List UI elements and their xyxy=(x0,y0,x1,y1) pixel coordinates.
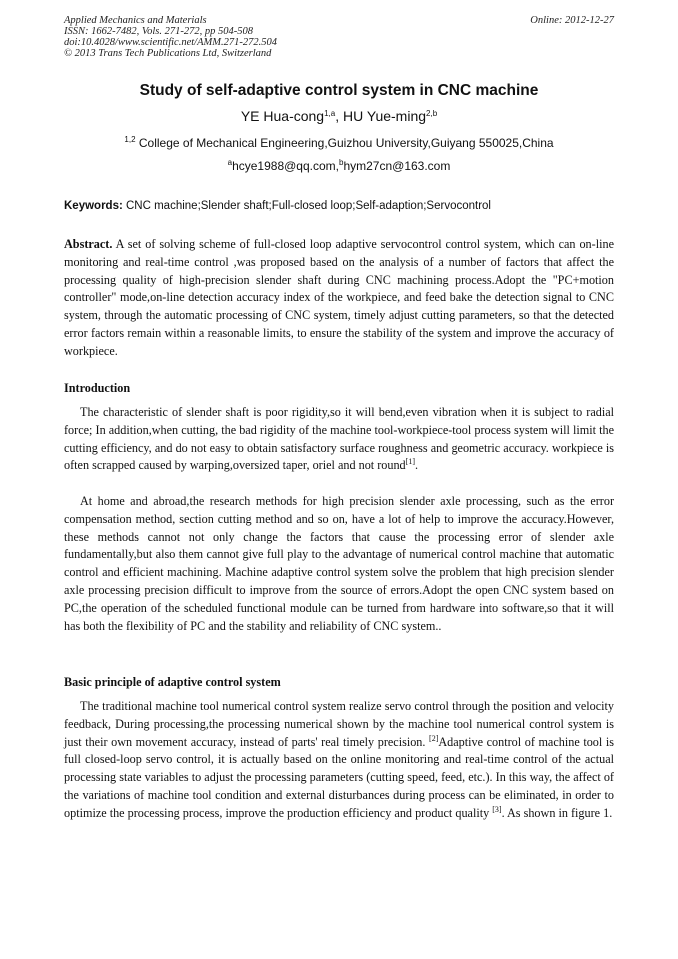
intro-p1-end: . xyxy=(414,458,419,473)
section-heading-introduction: Introduction xyxy=(64,381,131,395)
keywords xyxy=(64,200,614,212)
abstract-label: Abstract. xyxy=(64,237,113,251)
email-separator: , xyxy=(335,159,339,173)
basic-text-b: Adaptive control of machine tool is full closed-loop servo control, it is actually based on the online monitoring and real-time control of the actual processing state variables to adjust the processing parameters (cutting speed, feed, etc.). In this way, the affect of the variations of machine tool condition and external disturbances during process can be eliminated, in order to optimize the processing process, improve the production efficiency and product quality xyxy=(64,734,614,820)
keywords-text: CNC machine;Slender shaft;Full-closed loop;Self-adaption;Servocontrol xyxy=(122,200,491,212)
intro-p1-text: The characteristic of slender shaft is poor rigidity,so it will bend,even vibration when it is subject to radial force; In addition,when cutting, the bad rigidity of the machine tool-workpiece-tool process system will limit the cutting efficiency, and do not easy to obtain satisfactory surface roughness and geometric accuracy. workpiece is often scrapped caused by warping,oversized taper, oriel and not round xyxy=(64,405,614,473)
journal-header xyxy=(64,15,277,59)
journal-name: Applied Mechanics and Materials xyxy=(64,15,207,26)
basic-paragraph xyxy=(64,698,614,823)
affiliation-mark: 1,2 xyxy=(124,135,136,144)
email-b-mark: b xyxy=(339,158,344,167)
intro-paragraph-2: At home and abroad,the research methods for high precision slender axle processing, such as the error compensation method, section cutting method and so on, have a lot of help to improve the accuracy.However, these methods cannot not only change the factors that cause the processing error of slender axle fundamentally,but also them cannot give full play to the advantage of numerical control machine that automatic control and efficient machining. Machine adaptive control system solve the problem that high precision slender axle processing precision difficult to improve from the source of errors.Adopt the open CNC system based on PC,the operation of the scheduled functional module can be turned from hardware into software,so that it will has both the flexibility of PC and the stability and reliability of CNC system.. xyxy=(64,494,614,633)
online-date: Online: 2012-12-27 xyxy=(530,15,614,26)
citation-3: [3] xyxy=(492,804,502,814)
basic-text-a: The traditional machine tool numerical control system realize servo control through the position and velocity feedback, During processing,the processing numerical shown by the machine tool numerical control system is just their own movement accuracy, instead of parts' real timely precision. xyxy=(64,699,614,749)
author-separator: , xyxy=(335,108,344,124)
author-2-mark: 2,b xyxy=(426,109,438,118)
author-1-mark: 1,a xyxy=(324,109,336,118)
author-1: YE Hua-cong xyxy=(240,108,325,124)
section-heading-basic-principle: Basic principle of adaptive control system xyxy=(64,675,281,689)
copyright: © 2013 Trans Tech Publications Ltd, Switzerland xyxy=(64,48,272,59)
issn: ISSN: 1662-7482, Vols. 271-272, pp 504-508 xyxy=(64,26,253,37)
affiliation-text: College of Mechanical Engineering,Guizhou University,Guiyang 550025,China xyxy=(135,136,554,150)
basic-text-c: . As shown in figure 1. xyxy=(501,805,613,820)
email-b: hym27cn@163.com xyxy=(343,159,451,173)
email-a-mark: a xyxy=(227,158,233,167)
abstract-text: A set of solving scheme of full-closed loop adaptive servocontrol control system, which can on-line monitoring and real-time control ,was proposed based on the analysis of a number of factors that affect the processing quality of high-precision slender shaft during CNC machining process.Adopt the "PC+motion controller" mode,on-line detection accuracy index of the workpiece, and feed bake the detection signal to CNC system, through the automatic processing of CNC system, timely adjust cutting parameters, so that the detected error factors remain within a reasonable limits, to ensure the stability of the system and improve the accuracy of workpiece. xyxy=(64,237,614,358)
intro-paragraph-1 xyxy=(64,404,614,475)
doi: doi:10.4028/www.scientific.net/AMM.271-272.504 xyxy=(64,37,277,48)
email-a: hcye1988@qq.com xyxy=(232,159,336,173)
citation-1: [1] xyxy=(405,457,415,467)
abstract xyxy=(64,236,614,361)
keywords-label: Keywords: xyxy=(64,200,123,212)
citation-2: [2] xyxy=(429,733,439,743)
email-line xyxy=(64,159,614,173)
affiliation xyxy=(64,136,614,150)
author-2: HU Yue-ming xyxy=(343,108,427,124)
paper-title: Study of self-adaptive control system in CNC machine xyxy=(139,82,539,99)
author-line xyxy=(64,108,614,124)
